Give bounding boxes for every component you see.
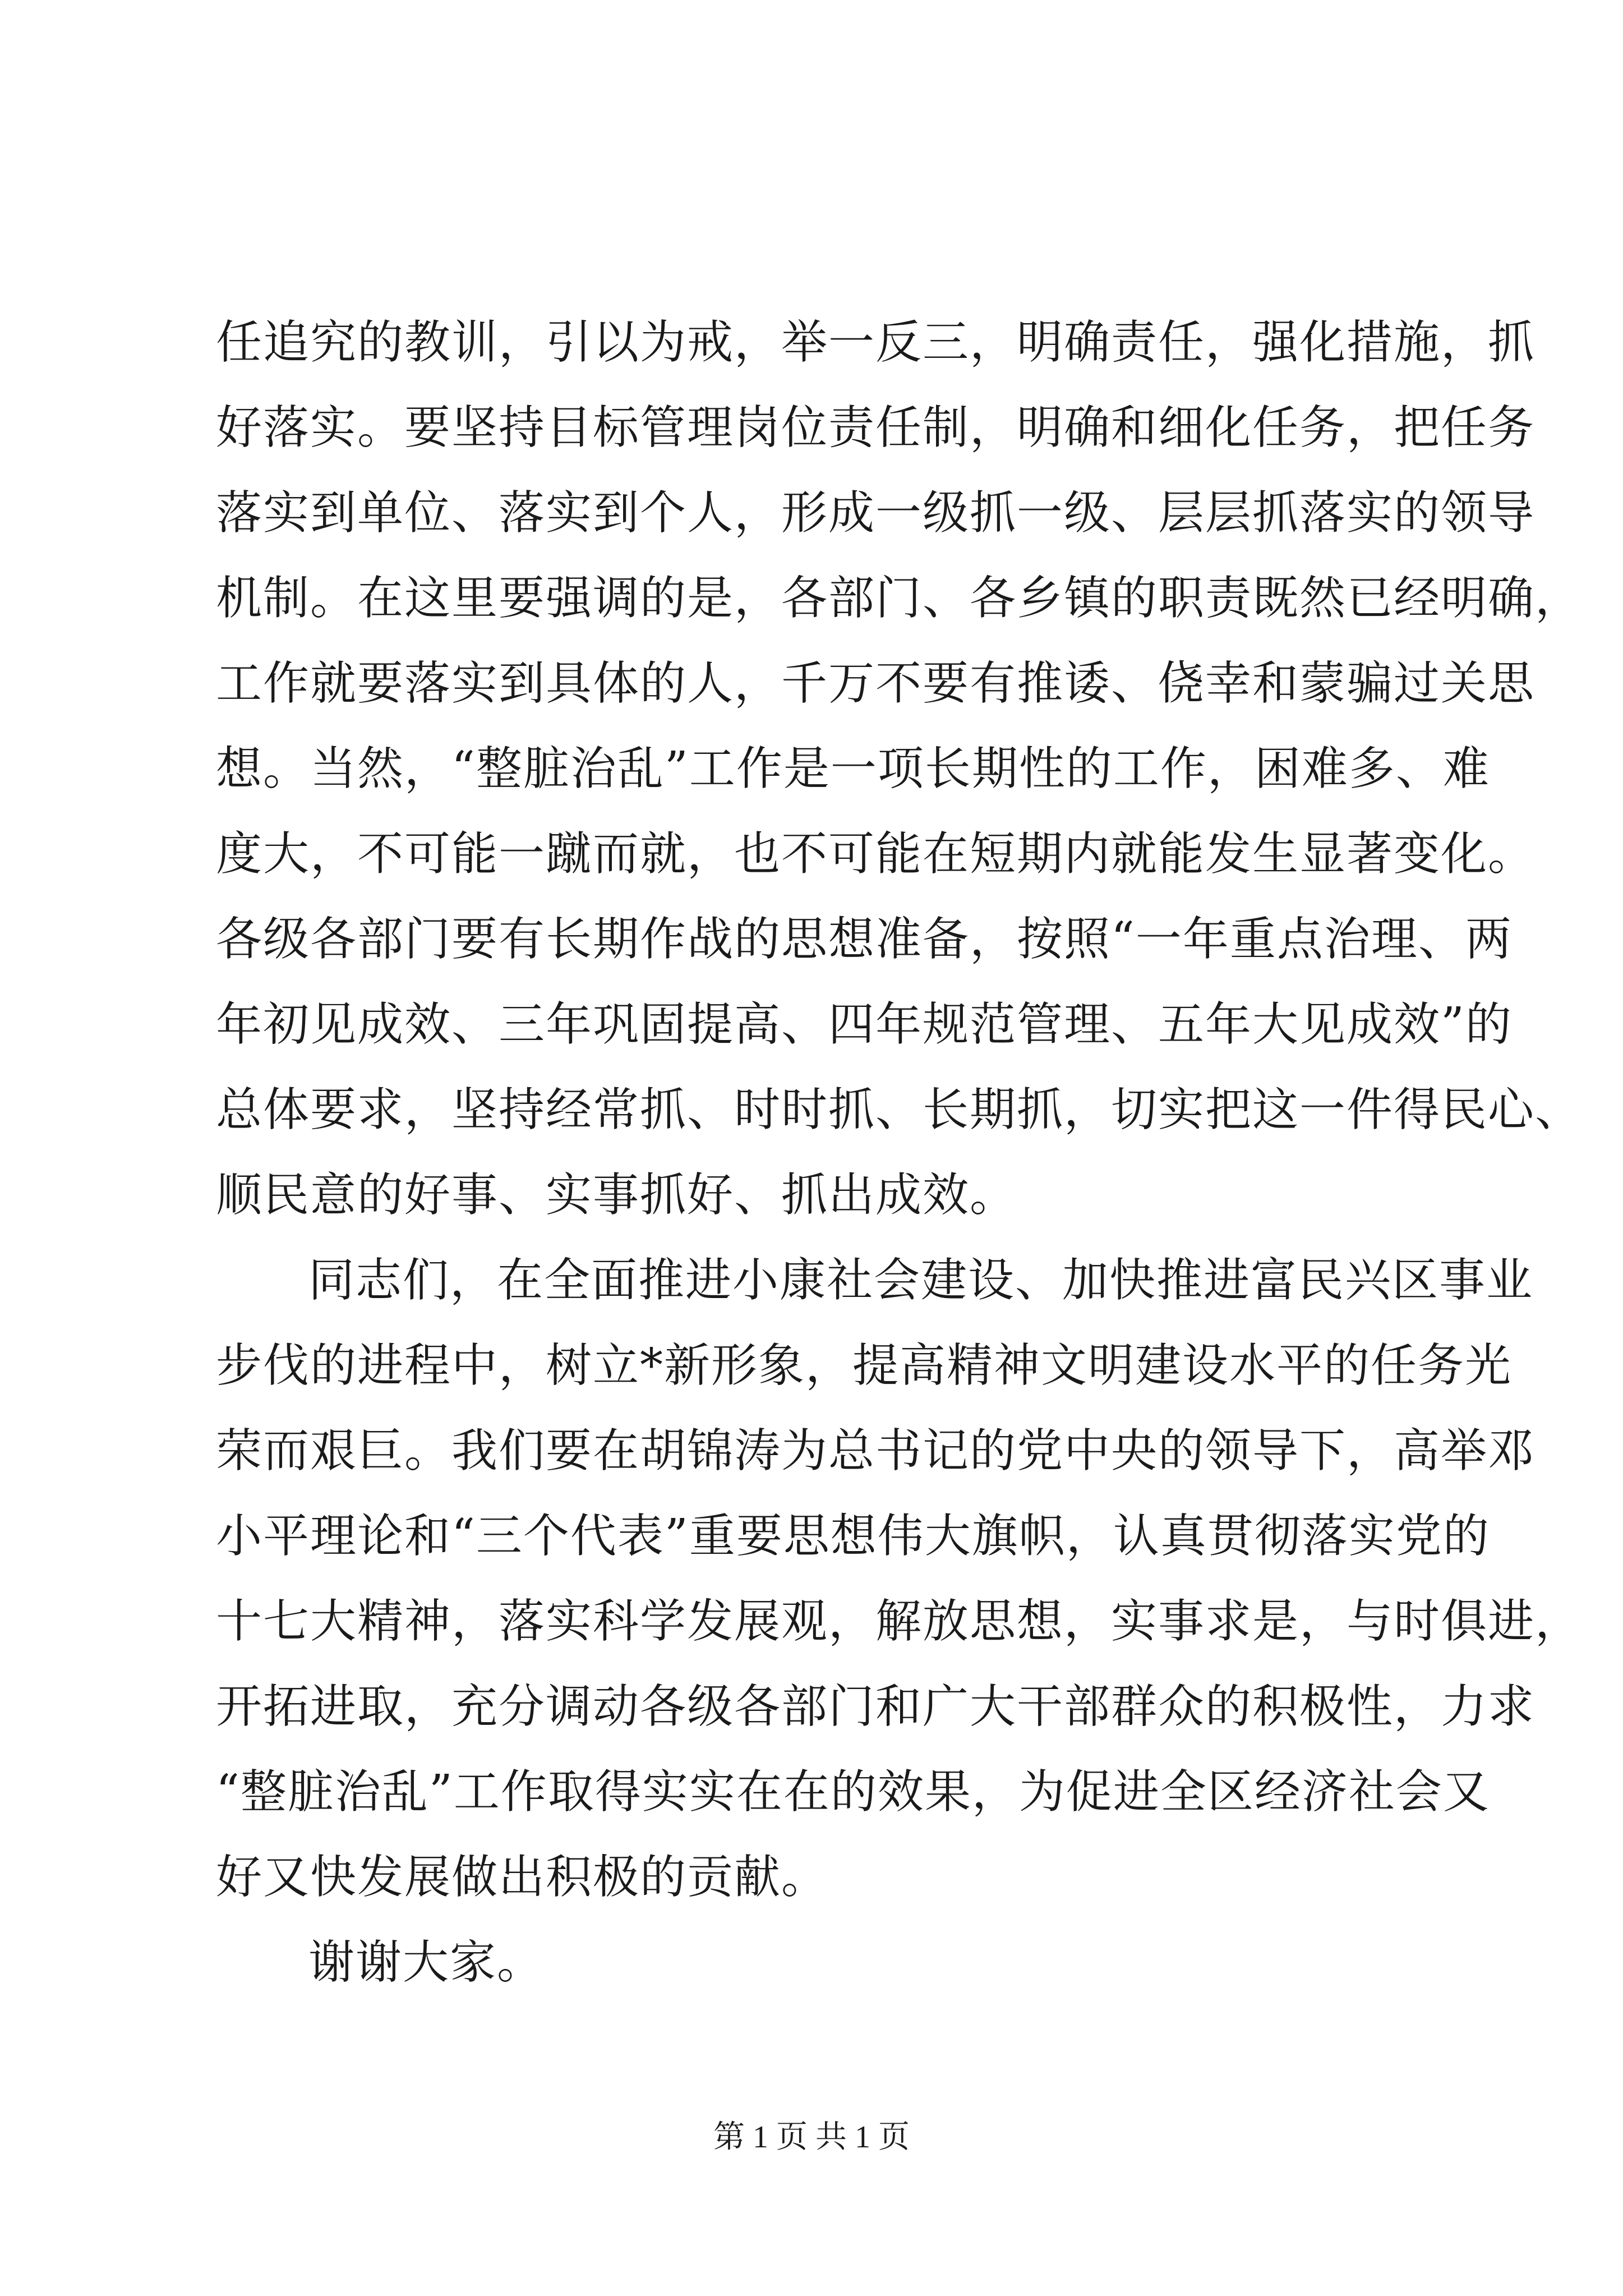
text-line: “整脏治乱”工作取得实实在在的效果，为促进全区经济社会又: [216, 1765, 1490, 1819]
paragraph-2: [216, 1238, 1583, 1920]
text-line: 好落实。要坚持目标管理岗位责任制，明确和细化任务，把任务: [216, 401, 1536, 454]
text-line: 开拓进取，充分调动各级各部门和广大干部群众的积极性，力求: [216, 1680, 1536, 1733]
text-line: 总体要求，坚持经常抓、时时抓、长期抓，切实把这一件得民心、: [216, 1083, 1583, 1137]
text-line: 落实到单位、落实到个人，形成一级抓一级、层层抓落实的领导: [216, 486, 1536, 540]
text-line: 任追究的教训，引以为戒，举一反三，明确责任，强化措施，抓: [216, 316, 1536, 369]
document-body: [216, 300, 1583, 2005]
text-line: 顺民意的好事、实事抓好、抓出成效。: [216, 1168, 1017, 1222]
text-line: 年初见成效、三年巩固提高、四年规范管理、五年大见成效”的: [216, 998, 1513, 1051]
text-line: 工作就要落实到具体的人，千万不要有推诿、侥幸和蒙骗过关思: [216, 657, 1536, 710]
text-line: 想。当然，“整脏治乱”工作是一项长期性的工作，困难多、难: [216, 742, 1490, 795]
text-line: 同志们，在全面推进小康社会建设、加快推进富民兴区事业: [308, 1254, 1534, 1307]
text-line: 度大，不可能一蹴而就，也不可能在短期内就能发生显著变化。: [216, 827, 1536, 881]
text-line: 谢谢大家。: [308, 1936, 545, 1989]
text-line: 十七大精神，落实科学发展观，解放思想，实事求是，与时俱进，: [216, 1595, 1583, 1648]
paragraph-1: [216, 300, 1583, 1238]
text-line: 好又快发展做出积极的贡献。: [216, 1851, 829, 1904]
paragraph-3: [216, 1920, 1438, 2005]
text-line: 各级各部门要有长期作战的思想准备，按照“一年重点治理、两: [216, 913, 1513, 966]
text-line: 小平理论和“三个代表”重要思想伟大旗帜，认真贯彻落实党的: [216, 1510, 1490, 1563]
text-line: 机制。在这里要强调的是，各部门、各乡镇的职责既然已经明确，: [216, 572, 1583, 625]
text-line: 步伐的进程中，树立*新形象，提高精神文明建设水平的任务光: [216, 1339, 1513, 1392]
text-line: 荣而艰巨。我们要在胡锦涛为总书记的党中央的领导下，高举邓: [216, 1424, 1536, 1478]
page-number-footer: 第 1 页 共 1 页: [713, 2120, 910, 2155]
